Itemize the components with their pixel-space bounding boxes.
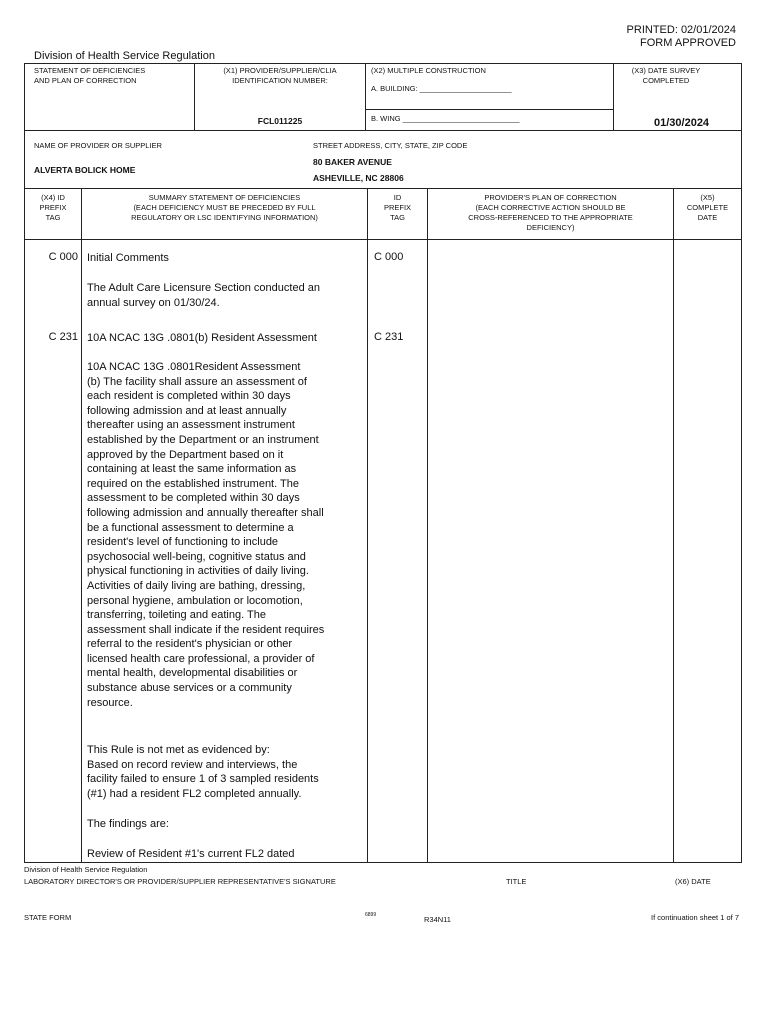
- form-number: 6899: [365, 912, 377, 918]
- col-divider-4: [673, 188, 674, 862]
- event-id: R34N11: [424, 915, 451, 924]
- frame-top: [24, 63, 742, 64]
- x3-label: (X3) DATE SURVEY COMPLETED: [631, 66, 701, 85]
- state-form-label: STATE FORM: [24, 913, 72, 922]
- printed-date: PRINTED: 02/01/2024: [626, 24, 736, 36]
- divider-wing: [365, 109, 613, 110]
- division-title: Division of Health Service Regulation: [34, 50, 215, 62]
- c231-finding-text: This Rule is not met as evidenced by: Based on record review and interviews, the facility failed to ensure 1 of 3 sampled residents (#1) had a resident FL2 completed annually.: [87, 744, 319, 800]
- continuation-sheet: If continuation sheet 1 of 7: [651, 913, 739, 922]
- frame-bottom: [24, 862, 742, 863]
- c000-text: The Adult Care Licensure Section conducted an annual survey on 01/30/24.: [87, 282, 320, 309]
- provider-id: FCL011225: [257, 116, 303, 126]
- statement-label: STATEMENT OF DEFICIENCIES AND PLAN OF CORRECTION: [34, 66, 146, 85]
- frame-h1: [24, 130, 742, 131]
- title-label: TITLE: [506, 877, 527, 886]
- col-divider-1: [81, 188, 82, 862]
- x6-date-label: (X6) DATE: [675, 877, 711, 886]
- frame-h2: [24, 188, 742, 189]
- x2-label: (X2) MULTIPLE CONSTRUCTION: [371, 66, 486, 75]
- building-label: A. BUILDING: ______________________: [371, 84, 512, 93]
- tag-c231: C 231: [48, 331, 78, 343]
- frame-left: [24, 63, 25, 863]
- frame-h3: [24, 239, 742, 240]
- col-header-id: ID PREFIX TAG: [383, 193, 412, 222]
- form-approved: FORM APPROVED: [640, 37, 736, 49]
- col-divider-2: [367, 188, 368, 862]
- c231-review-text: Review of Resident #1's current FL2 dated: [87, 848, 295, 860]
- address-line1: 80 BAKER AVENUE: [313, 157, 392, 167]
- c000-title: Initial Comments: [87, 252, 169, 264]
- provider-name: ALVERTA BOLICK HOME: [34, 165, 136, 175]
- id-tag-c231: C 231: [374, 331, 404, 343]
- col-header-summary: SUMMARY STATEMENT OF DEFICIENCIES (EACH DEFICIENCY MUST BE PRECEDED BY FULL REGULATORY OR LSC IDENTIFYING INFORMATION): [131, 193, 318, 222]
- id-tag-c000: C 000: [374, 251, 404, 263]
- address-line2: ASHEVILLE, NC 28806: [313, 173, 404, 183]
- footer-division: Division of Health Service Regulation: [24, 865, 148, 874]
- signature-label: LABORATORY DIRECTOR'S OR PROVIDER/SUPPLIER REPRESENTATIVE'S SIGNATURE: [24, 877, 336, 886]
- frame-right: [741, 63, 742, 863]
- c231-title: 10A NCAC 13G .0801(b) Resident Assessment: [87, 332, 317, 344]
- col-header-plan: PROVIDER'S PLAN OF CORRECTION (EACH CORRECTIVE ACTION SHOULD BE CROSS-REFERENCED TO THE APPROPRIATE DEFICIENCY): [468, 193, 633, 232]
- tag-c000: C 000: [48, 251, 78, 263]
- address-label: STREET ADDRESS, CITY, STATE, ZIP CODE: [313, 141, 468, 150]
- x1-label: (X1) PROVIDER/SUPPLIER/CLIA IDENTIFICATION NUMBER:: [223, 66, 337, 85]
- survey-date: 01/30/2024: [654, 117, 710, 129]
- c231-findings-label: The findings are:: [87, 818, 169, 830]
- col-header-x4: (X4) ID PREFIX TAG: [39, 193, 67, 222]
- col-header-x5: (X5) COMPLETE DATE: [686, 193, 729, 222]
- divider-x2: [365, 63, 366, 130]
- provider-name-label: NAME OF PROVIDER OR SUPPLIER: [34, 141, 162, 150]
- wing-label: B. WING ____________________________: [371, 114, 520, 123]
- col-divider-3: [427, 188, 428, 862]
- c231-rule-text: 10A NCAC 13G .0801Resident Assessment (b) The facility shall assure an assessment of each resident is completed within 30 days following admission and at least annually thereafter using an assessment instrument established by the Department or an instrument approved by the Department based on it containing at least the same information as required on the established instrument. The assessment to be completed within 30 days following admission and annually thereafter shall be a functional assessment to determine a resident's level of functioning to include psychosocial well-being, cognitive status and physical functioning in activities of daily living. Activities of daily living are bathing, dressing, personal hygiene, ambulation or locomotion, transferring, toileting and eating. The assessment shall indicate if the resident requires referral to the resident's physician or other licensed health care professional, a provider of mental health, developmental disabilities or substance abuse services or a community resource.: [87, 361, 325, 709]
